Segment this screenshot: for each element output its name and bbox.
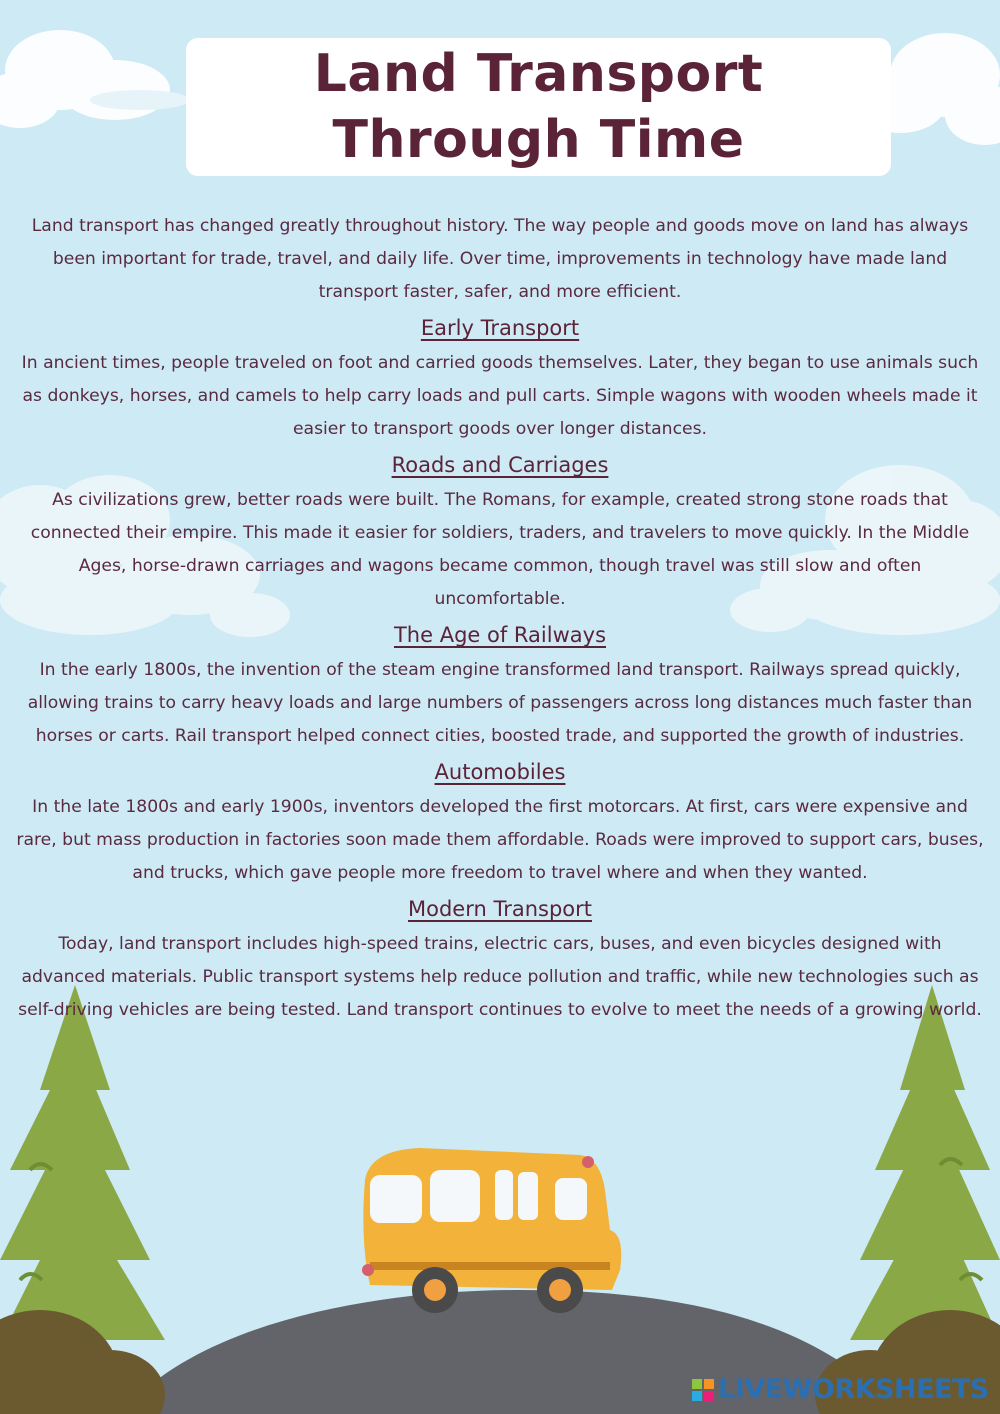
- intro-paragraph: Land transport has changed greatly throughout history. The way people and goods move on land has always been important for trade, travel, and daily life. Over time, improvements in technology have made land transport faster, safer, and more efficient.: [31, 216, 969, 302]
- section-heading-automobiles: Automobiles: [434, 760, 566, 784]
- cloud-top-left: [0, 30, 190, 128]
- section-body-age-of-railways: In the early 1800s, the invention of the steam engine transformed land transport. Railways spread quickly, allowing trains to carry heavy loads and large numbers of passengers across long distances much faster than horses or carts. Rail transport helped connect cities, boosted trade, and supported the growth of industries.: [27, 660, 973, 746]
- section-body-modern-transport: Today, land transport includes high-speed trains, electric cars, buses, and even bicycles designed with advanced materials. Public transport systems help reduce pollution and traffic, while new technologies such as self-driving vehicles are being tested. Land transport continues to evolve to meet the needs of a growing world.: [18, 934, 982, 1020]
- page-title-line-1: Land Transport: [313, 44, 764, 104]
- section-heading-early-transport: Early Transport: [420, 316, 580, 340]
- title-box: [186, 38, 891, 176]
- section-body-early-transport: In ancient times, people traveled on foot and carried goods themselves. Later, they began to use animals such as donkeys, horses, and camels to help carry loads and pull carts. Simple wagons with wooden wheels made it easier to transport goods over longer distances.: [21, 353, 979, 439]
- section-heading-age-of-railways: The Age of Railways: [393, 623, 607, 647]
- logo-mark-icon: [692, 1379, 714, 1401]
- logo-text: LIVEWORKSHEETS: [718, 1374, 989, 1405]
- section-body-roads-and-carriages: As civilizations grew, better roads were built. The Romans, for example, created strong stone roads that connected their empire. This made it easier for soldiers, traders, and travelers to move quickly. In the Middle Ages, horse-drawn carriages and wagons became common, though travel was still slow and often uncomfortable.: [30, 490, 970, 609]
- pine-tree-left: [0, 985, 165, 1360]
- pine-tree-right: [850, 985, 1000, 1360]
- section-heading-modern-transport: Modern Transport: [407, 897, 592, 921]
- section-heading-roads-and-carriages: Roads and Carriages: [391, 453, 609, 477]
- liveworksheets-logo[interactable]: [692, 1374, 989, 1405]
- article-content: [14, 210, 986, 1027]
- page-title-line-2: Through Time: [332, 110, 745, 170]
- school-bus-illustration: [362, 1148, 621, 1313]
- section-body-automobiles: In the late 1800s and early 1900s, inventors developed the first motorcars. At first, cars were expensive and rare, but mass production in factories soon made them affordable. Roads were improved to support cars, buses, and trucks, which gave people more freedom to travel where and when they wanted.: [16, 797, 984, 883]
